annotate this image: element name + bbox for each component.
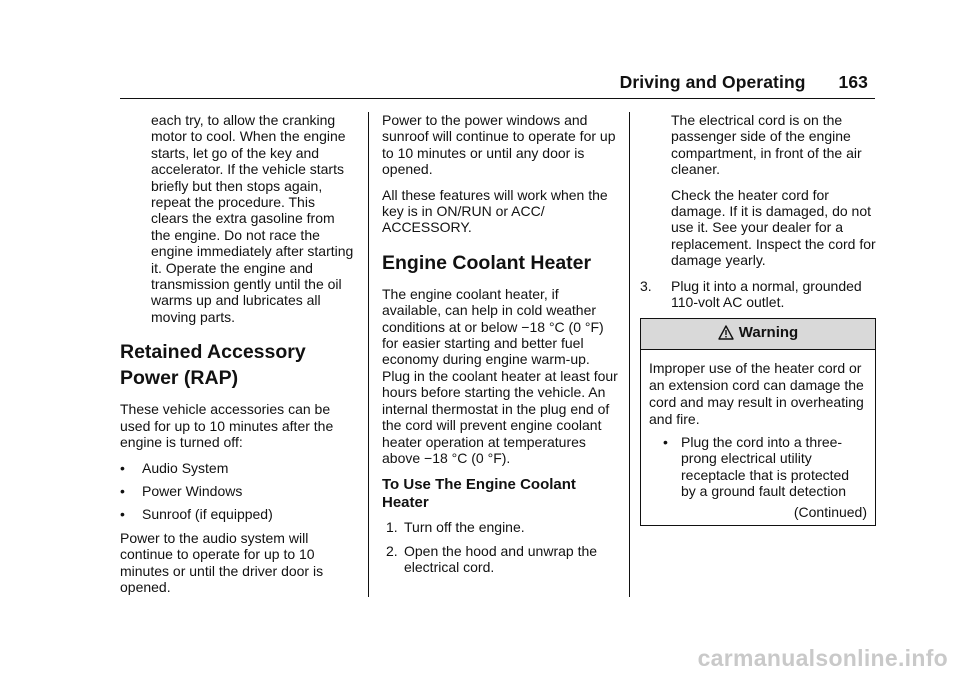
step-text: Plug it into a normal, grounded 110-volt AC outlet. bbox=[671, 277, 862, 311]
page-number: 163 bbox=[838, 72, 868, 92]
step-item bbox=[382, 519, 618, 535]
bullet-dot: • bbox=[120, 482, 125, 499]
warning-header bbox=[641, 319, 875, 349]
warning-bullet bbox=[649, 434, 867, 500]
windows-paragraph: Power to the power windows and sunroof will continue to operate for up to 10 minutes or until any door is opened. bbox=[382, 112, 616, 178]
rap-heading: Retained Accessory Power (RAP) bbox=[120, 341, 306, 390]
bullet-dot: • bbox=[120, 459, 125, 476]
cord-location-paragraph: The electrical cord is on the passenger side of the engine compartment, in front of the air cleaner. bbox=[671, 112, 862, 178]
list-item-text: Audio System bbox=[142, 459, 229, 476]
section-title: Driving and Operating bbox=[619, 72, 806, 92]
step-text: Turn off the engine. bbox=[404, 519, 525, 536]
coolant-heater-heading: Engine Coolant Heater bbox=[382, 251, 592, 274]
header-rule bbox=[120, 98, 875, 99]
bullet-dot: • bbox=[120, 506, 125, 523]
step-text: Open the hood and unwrap the electrical cord. bbox=[404, 542, 598, 576]
continued-paragraph: each try, to allow the cranking motor to cool. When the engine starts, let go of the key and accelerator. If the vehicle starts briefly but then stops again, repeat the procedure. This clears the extra gasoline from the engine. Do not race the engine immediately after starting it. Operate the engine and transmission gently until the oil warms up and lubricates all moving parts. bbox=[151, 112, 354, 325]
list-item bbox=[120, 483, 356, 499]
step-number: 2. bbox=[386, 542, 398, 559]
column-2 bbox=[382, 112, 618, 583]
warning-triangle-icon bbox=[718, 325, 734, 340]
list-item-text: Power Windows bbox=[142, 482, 243, 499]
rap-closing: Power to the audio system will continue to operate for up to 10 minutes or until the driver door is opened. bbox=[120, 529, 324, 595]
step-number: 3. bbox=[640, 277, 652, 294]
column-divider-2 bbox=[629, 112, 630, 597]
warning-box bbox=[640, 318, 876, 525]
continued-label: (Continued) bbox=[793, 503, 867, 520]
bullet-dot: • bbox=[663, 433, 668, 450]
column-divider-1 bbox=[368, 112, 369, 597]
column-1 bbox=[120, 112, 356, 604]
watermark: carmanualsonline.info bbox=[697, 645, 948, 671]
step-number: 1. bbox=[386, 519, 398, 536]
list-item-text: Sunroof (if equipped) bbox=[142, 506, 273, 523]
list-item bbox=[120, 506, 356, 522]
coolant-heater-subheading: To Use The Engine Coolant Heater bbox=[382, 476, 576, 512]
step-item bbox=[640, 278, 876, 311]
column-3 bbox=[640, 112, 876, 526]
warning-bullet-text: Plug the cord into a three-prong electrical utility receptacle that is protected by a ground fault detection bbox=[681, 433, 850, 500]
warning-body bbox=[641, 350, 875, 525]
key-position-paragraph: All these features will work when the key is in ON/RUN or ACC/ ACCESSORY. bbox=[382, 186, 608, 236]
warning-text: Improper use of the heater cord or an extension cord can damage the cord and may result in overheating and fire. bbox=[649, 359, 864, 427]
cord-check-paragraph: Check the heater cord for damage. If it is damaged, do not use it. See your dealer for a replacement. Inspect the cord for damage yearly. bbox=[671, 186, 876, 269]
coolant-heater-paragraph: The engine coolant heater, if available, can help in cold weather conditions at or below −18 °C (0 °F) for easier starting and better fuel economy during engine warm-up. Plug in the coolant heater at least four hours before starting the vehicle. An internal thermostat in the plug end of the cord will prevent engine coolant heater operation at temperatures above −18 °C (0 °F). bbox=[382, 285, 618, 466]
step-item bbox=[382, 543, 618, 576]
warning-title: Warning bbox=[738, 324, 799, 342]
page-header bbox=[620, 72, 868, 93]
list-item bbox=[120, 460, 356, 476]
rap-intro: These vehicle accessories can be used for up to 10 minutes after the engine is turned off: bbox=[120, 401, 334, 451]
